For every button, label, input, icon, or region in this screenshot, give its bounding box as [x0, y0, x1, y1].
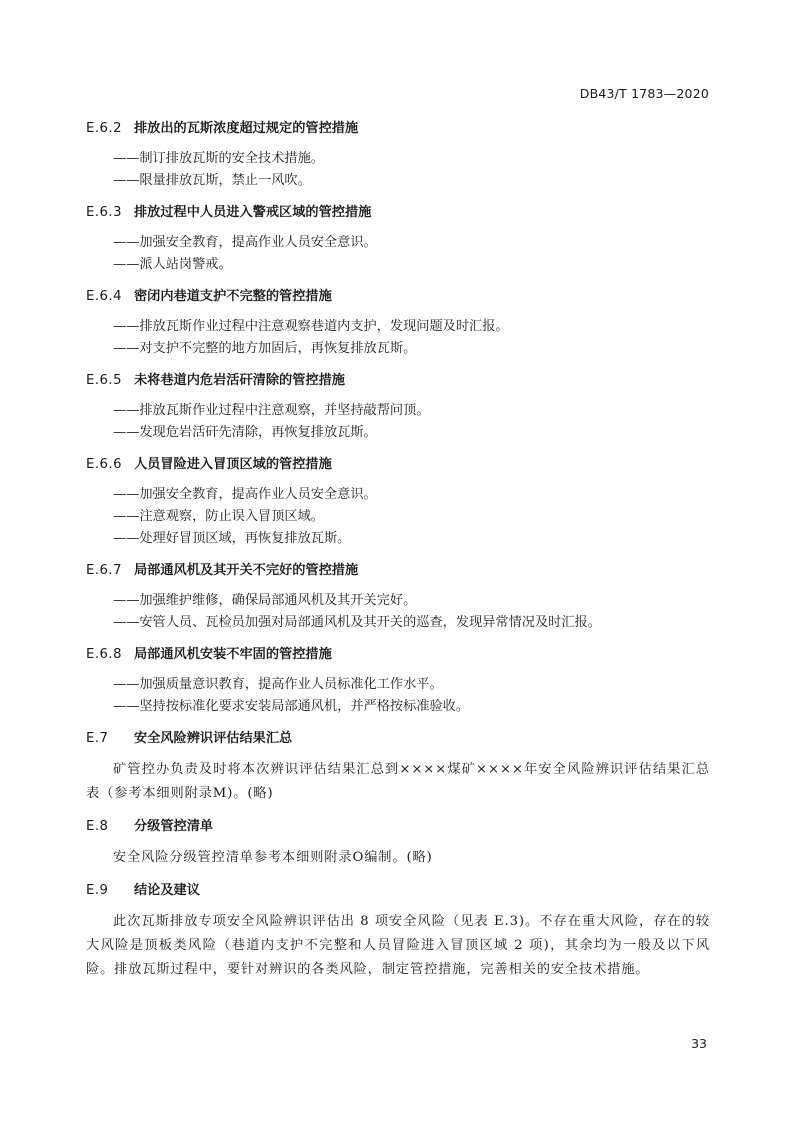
- list-item: ——对支护不完整的地方加固后，再恢复排放瓦斯。: [113, 341, 417, 356]
- section-number: E.9: [86, 883, 109, 898]
- section-number: E.6.7: [86, 563, 122, 578]
- section-heading: [86, 728, 710, 750]
- list-item: ——坚持按标准化要求安装局部通风机，并严格按标准验收。: [113, 699, 470, 714]
- section-title: 局部通风机及其开关不完好的管控措施: [134, 563, 359, 578]
- section-number: E.6.3: [86, 205, 122, 220]
- section-paragraph: 此次瓦斯排放专项安全风险辨识评估出 8 项安全风险（见表 E.3)。不存在重大风险，存在的较大风险是顶板类风险（巷道内支护不完整和人员冒险进入冒顶区域 2 项)，其余均为一般及以下风险。排放瓦斯过程中，要针对辨识的各类风险，制定管控措施，完善相关的安全技术措施。: [86, 914, 710, 977]
- section-heading: [86, 202, 710, 224]
- section-heading: [86, 880, 710, 902]
- list-item: ——排放瓦斯作业过程中注意观察巷道内支护，发现问题及时汇报。: [113, 319, 509, 334]
- list-item: ——加强安全教育，提高作业人员安全意识。: [113, 487, 377, 502]
- page-content: [86, 118, 710, 992]
- section-e-7: [86, 728, 710, 806]
- list-item: ——注意观察，防止误入冒顶区域。: [113, 509, 324, 524]
- page-number: 33: [691, 1036, 707, 1051]
- list-item: ——加强质量意识教育，提高作业人员标准化工作水平。: [113, 677, 443, 692]
- list-item: ——发现危岩活矸先清除，再恢复排放瓦斯。: [113, 425, 377, 440]
- list-item: ——排放瓦斯作业过程中注意观察，并坚持敲帮问顶。: [113, 403, 430, 418]
- section-e-6-7: [86, 560, 710, 634]
- section-heading: [86, 454, 710, 476]
- section-heading: [86, 286, 710, 308]
- list-item: ——加强安全教育，提高作业人员安全意识。: [113, 235, 377, 250]
- section-paragraph: 矿管控办负责及时将本次辨识评估结果汇总到××××煤矿××××年安全风险辨识评估结果汇总表（参考本细则附录M)。(略): [86, 762, 710, 801]
- section-title: 密闭内巷道支护不完整的管控措施: [134, 289, 332, 304]
- list-item: ——派人站岗警戒。: [113, 257, 232, 272]
- section-e-6-8: [86, 644, 710, 718]
- section-number: E.8: [86, 819, 109, 834]
- section-number: E.6.4: [86, 289, 122, 304]
- section-number: E.6.8: [86, 647, 122, 662]
- document-code: DB43/T 1783—2020: [579, 86, 709, 101]
- section-title: 结论及建议: [134, 883, 200, 898]
- section-heading: [86, 370, 710, 392]
- list-item: ——安管人员、瓦检员加强对局部通风机及其开关的巡查，发现异常情况及时汇报。: [113, 615, 601, 630]
- section-paragraph: 安全风险分级管控清单参考本细则附录O编制。(略): [113, 850, 433, 865]
- section-title: 未将巷道内危岩活矸清除的管控措施: [134, 373, 345, 388]
- section-e-6-2: [86, 118, 710, 192]
- section-e-8: [86, 816, 710, 870]
- section-title: 局部通风机安装不牢固的管控措施: [134, 647, 332, 662]
- list-item: ——处理好冒顶区域，再恢复排放瓦斯。: [113, 531, 351, 546]
- section-e-6-3: [86, 202, 710, 276]
- section-title: 安全风险辨识评估结果汇总: [134, 731, 293, 746]
- section-title: 分级管控清单: [134, 819, 214, 834]
- section-e-9: [86, 880, 710, 982]
- section-number: E.6.5: [86, 373, 122, 388]
- section-heading: [86, 118, 710, 140]
- list-item: ——限量排放瓦斯，禁止一风吹。: [113, 173, 311, 188]
- section-heading: [86, 816, 710, 838]
- section-e-6-4: [86, 286, 710, 360]
- list-item: ——加强维护维修，确保局部通风机及其开关完好。: [113, 593, 417, 608]
- section-number: E.6.6: [86, 457, 122, 472]
- section-heading: [86, 560, 710, 582]
- list-item: ——制订排放瓦斯的安全技术措施。: [113, 151, 324, 166]
- section-title: 排放过程中人员进入警戒区域的管控措施: [134, 205, 372, 220]
- section-heading: [86, 644, 710, 666]
- section-title: 排放出的瓦斯浓度超过规定的管控措施: [134, 121, 359, 136]
- section-title: 人员冒险进入冒顶区域的管控措施: [134, 457, 332, 472]
- section-number: E.6.2: [86, 121, 122, 136]
- section-e-6-5: [86, 370, 710, 444]
- section-e-6-6: [86, 454, 710, 550]
- section-number: E.7: [86, 731, 109, 746]
